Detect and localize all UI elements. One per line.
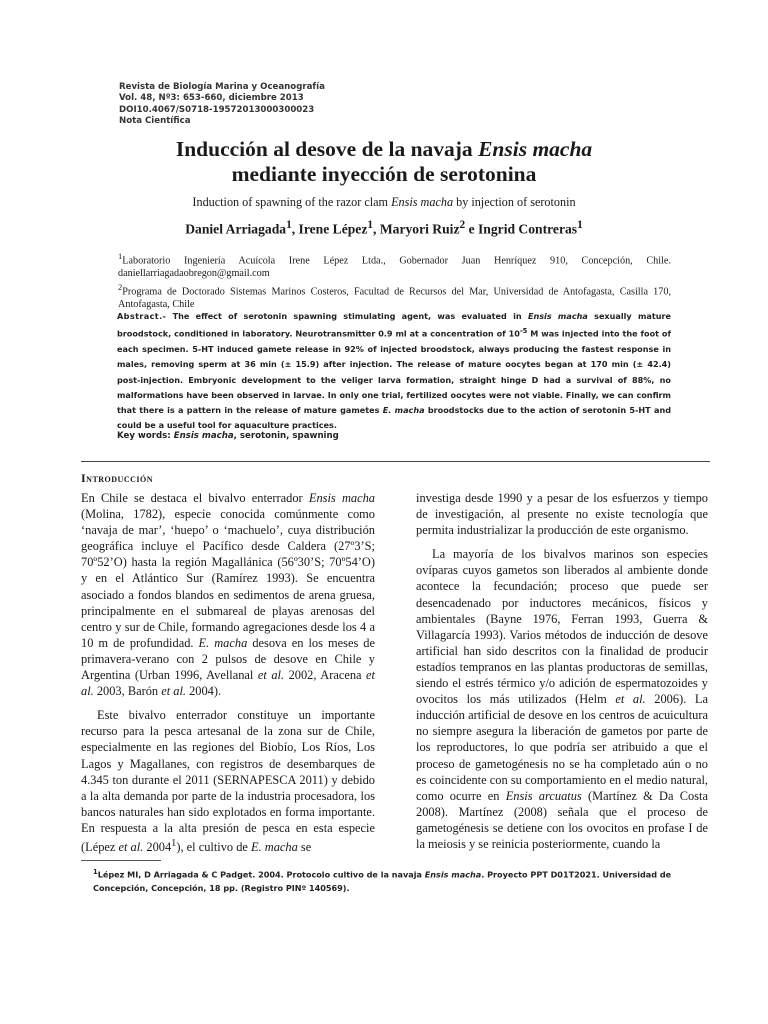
author-1-affil: 1	[286, 219, 292, 231]
author-2: Irene Lépez	[298, 221, 368, 237]
author-sep: ,	[373, 221, 380, 237]
abstract-text: broodstocks due to the action of serotonin 5-HT and could be a useful tool for aquaculture practices.	[117, 404, 671, 431]
text: Este bivalvo enterrador constituye un importante recurso para la pesca artesanal de la zona sur de Chile, especialmente en las regiones del Biobío, Los Ríos, Los Lagos y Magallanes, con registros de desembarques de 4.345 ton durante el 2011 (SERNAPESCA 2011) y debido a la alta demanda por parte de la industria procesadora, los bancos naturales han sido explotados en forma importante. En respuesta a la alta presión de pesca en esta especie (Lépez	[81, 708, 375, 855]
journal-header	[119, 82, 325, 128]
abstract-text: M was injected into the foot of each specimen. 5-HT induced gamete release in 92% of injected broodstock, always producing the fastest response in males, removing sperm at 36 min (± 15.9) after injection. The release of mature oocytes began at 170 min (± 42.4) post-injection. Embryonic development to the veliger larva formation, straight hinge D had a survival of 88%, no malformations have been observed in larvae. In only one trial, fertilized oocytes were not viable. Finally, we can confirm that there is a pattern in the release of mature gametes	[117, 328, 671, 415]
species-name: E. macha	[251, 840, 298, 855]
body-column-left	[81, 490, 375, 855]
et-al: et al.	[81, 668, 375, 699]
species-name: Ensis macha	[308, 491, 376, 505]
text: (Molina, 1782), especie conocida comúnmente como ‘navaja de mar’, ‘huepo’ o ‘machuelo’, cuya distribución geográfica incluye el Pacífico desde Caldera (27º3’S; 70º52’O) hasta la región Magallánica (56º30’S; 70º54’O) y en el Atlántico Sur (Ramírez 1993). Se encuentra asociado a fondos blandos en sedimentos de arena gruesa, principalmente en el submareal de playas arenosas del centro y sur de Chile, formando agregaciones desde los 4 a 10 m de profundidad.	[81, 507, 375, 650]
article-type: Nota Científica	[119, 116, 191, 127]
title-line2: mediante inyección de serotonina	[231, 162, 537, 186]
text: 2006). La inducción artificial de desove en los centros de acuicultura no siempre asegura la liberación de gametos por parte de los reproductores, lo que podría ser atribuido a que el proceso de gametogénesis no se ha completado aún o no es coincidente con su comportamiento en el medio natural, como ocurre en	[416, 692, 708, 803]
affiliation-1-text: Laboratorio Ingeniería Acuícola Irene Lépez Ltda., Gobernador Juan Henríquez 910, Concepción, Chile. daniellarriagadaobregon@gmail.com	[118, 255, 671, 279]
abstract-species: E. macha	[382, 404, 425, 415]
subtitle-species: Ensis macha	[391, 195, 454, 209]
abstract-species: Ensis macha	[527, 311, 588, 321]
subtitle-prefix: Induction of spawning of the razor clam	[192, 195, 392, 209]
author-4: Ingrid Contreras	[478, 221, 578, 237]
text: 2003, Barón	[93, 684, 162, 699]
journal-name: Revista de Biología Marina y Oceanografía	[119, 82, 325, 92]
text: En Chile se destaca el bivalvo enterrador	[81, 491, 309, 505]
et-al: et al.	[118, 840, 144, 855]
et-al: et al.	[615, 692, 646, 707]
abstract-text: The effect of serotonin spawning stimulating agent, was evaluated in	[166, 311, 528, 321]
author-sep: ,	[291, 221, 299, 237]
body-column-right	[416, 490, 708, 852]
paragraph	[416, 546, 708, 852]
footnote-ref: 1	[171, 837, 177, 849]
text: La mayoría de los bivalvos marinos son especies ovíparas cuyos gametos son liberados al ambiente donde acontece la fecundación; proceso que puede ser desencadenado por inductores mecánicos, físicos y ambientales (Bayne 1976, Ferran 1993, Guerra & Villagarcía 1993). Varios métodos de inducción de desove artificial han sido descritos con la finalidad de producir estadíos tempranos en las plantas productoras de semillas, siendo el estrés térmico y/o adición de espermatozoides y ovocitos los más utilizados (Helm	[416, 547, 708, 707]
text: ), el cultivo de	[176, 840, 252, 855]
title-line1: Inducción al desove de la navaja	[175, 137, 479, 161]
footnote-species: Ensis macha	[424, 869, 482, 880]
text: 2002, Aracena	[284, 668, 367, 683]
et-al: et al.	[257, 668, 285, 683]
affiliation-1-mark: 1	[118, 251, 123, 261]
footnote-text: Lépez MI, D Arriagada & C Padget. 2004. Protocolo cultivo de la navaja	[97, 869, 425, 880]
text: 2004	[143, 840, 172, 855]
affiliation-2	[118, 281, 671, 312]
author-3: Maryori Ruiz	[379, 221, 460, 237]
affiliation-2-text: Programa de Doctorado Sistemas Marinos Costeros, Facultad de Recursos del Mar, Universidad de Antofagasta, Casilla 170, Antofagasta, Chile	[118, 285, 671, 310]
author-3-affil: 2	[459, 219, 466, 231]
abstract-label: Abstract.-	[117, 311, 167, 321]
affiliation-1	[118, 250, 671, 281]
author-sep: e	[465, 221, 479, 237]
english-title	[0, 195, 768, 210]
species-name: Ensis arcuatus	[505, 788, 582, 803]
author-list	[0, 219, 768, 238]
keywords-rest: , serotonin, spawning	[233, 431, 339, 441]
journal-volume: Vol. 48, Nº3: 653-660, diciembre 2013	[119, 93, 304, 104]
text: se	[297, 840, 312, 855]
section-divider	[81, 461, 710, 462]
abstract-exponent: -5	[519, 327, 528, 336]
text: desova en los meses de primavera-verano con 2 pulsos de desove en Chile y Argentina (Urban 1996, Avellanal	[81, 635, 375, 683]
paragraph: investiga desde 1990 y a pesar de los esfuerzos y tiempo de investigación, al presente no existe tecnología que permita industrializar la producción de este organismo.	[416, 491, 708, 538]
affiliations	[118, 250, 671, 311]
author-2-affil: 1	[367, 219, 374, 231]
paragraph	[81, 490, 375, 699]
keywords	[117, 431, 339, 441]
text: 2004).	[185, 684, 222, 699]
journal-doi: DOI10.4067/S0718-19572013000300023	[119, 104, 315, 115]
footnote-divider	[81, 860, 161, 861]
footnote-mark: 1	[93, 868, 98, 876]
affiliation-2-mark: 2	[118, 281, 123, 292]
author-1: Daniel Arriagada	[185, 221, 287, 237]
footnote	[81, 866, 705, 895]
et-al: et al.	[161, 684, 186, 699]
keywords-label: Key words:	[117, 431, 171, 441]
author-4-affil: 1	[577, 219, 583, 231]
keywords-species: Ensis macha	[170, 431, 234, 441]
paragraph	[81, 707, 375, 855]
section-heading: Introducción	[81, 471, 154, 485]
abstract-text: sexually mature broodstock, conditioned in laboratory. Neurotransmitter 0.9 ml at a concentration of 10	[117, 311, 671, 339]
subtitle-suffix: by injection of serotonin	[453, 195, 576, 209]
footnote-text: . Proyecto PPT D01T2021. Universidad de Concepción, Concepción, 18 pp. (Registro PINº 140569).	[93, 869, 672, 893]
paper-title	[0, 137, 768, 187]
species-name: E. macha	[198, 635, 248, 650]
title-species: Ensis macha	[478, 137, 593, 161]
text: (Martínez & Da Costa 2008). Martínez (2008) señala que el proceso de gametogénesis se detiene con los ovocitos en profase I de la meiosis y se reinicia posteriormente, cuando la	[416, 788, 708, 851]
abstract	[117, 309, 671, 433]
